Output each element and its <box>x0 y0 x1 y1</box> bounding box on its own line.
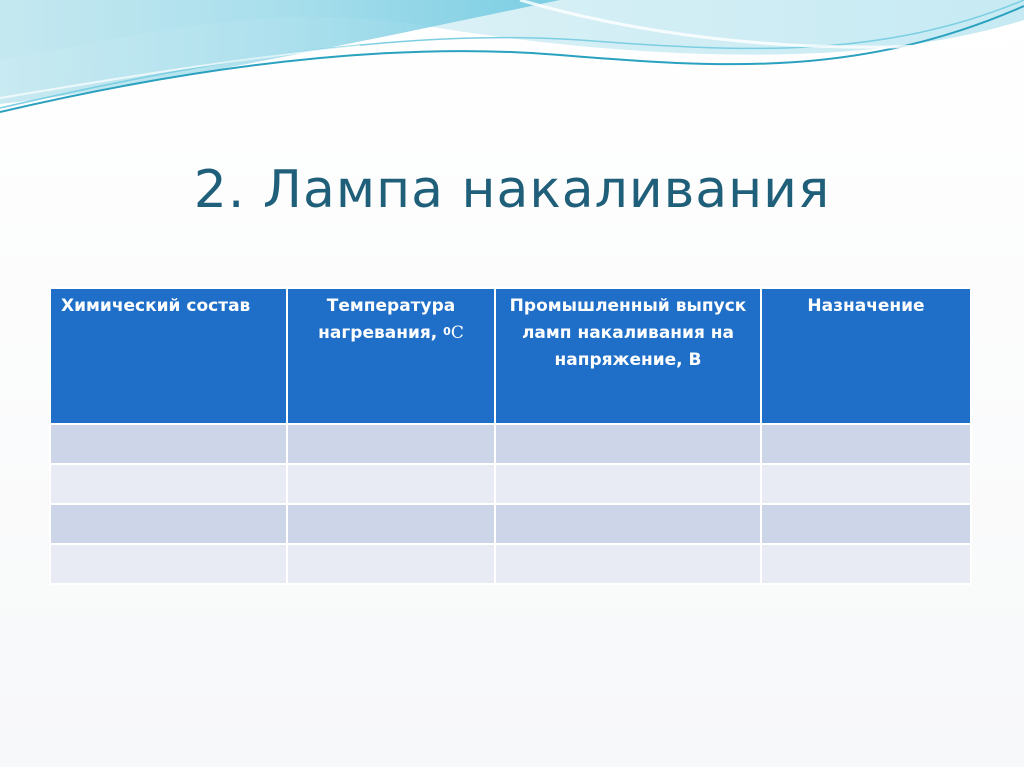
table-row <box>50 504 971 544</box>
table-cell <box>761 504 971 544</box>
table-cell <box>287 424 495 464</box>
table-cell <box>287 464 495 504</box>
table-cell <box>287 544 495 584</box>
table-cell <box>495 504 761 544</box>
header-chemical-composition: Химический состав <box>50 288 287 424</box>
table-cell <box>761 544 971 584</box>
table-cell <box>50 544 287 584</box>
table-cell <box>50 424 287 464</box>
table-cell <box>287 504 495 544</box>
header-heating-temperature <box>287 288 495 424</box>
header-industrial-production: Промышленный выпуск ламп накаливания на напряжение, В <box>495 288 761 424</box>
table-cell <box>50 464 287 504</box>
table-row <box>50 544 971 584</box>
table-cell <box>761 424 971 464</box>
degree-superscript: 0 <box>443 325 451 338</box>
header-heating-temperature-label: Температура нагревания, <box>318 296 456 343</box>
table-cell <box>495 544 761 584</box>
table-row <box>50 424 971 464</box>
data-table <box>49 287 972 585</box>
table-row <box>50 464 971 504</box>
header-purpose: Назначение <box>761 288 971 424</box>
table-cell <box>50 504 287 544</box>
table-cell <box>495 464 761 504</box>
table-cell <box>761 464 971 504</box>
slide-title: 2. Лампа накаливания <box>193 160 831 220</box>
decorative-waves <box>0 0 1024 130</box>
table-cell <box>495 424 761 464</box>
celsius-unit: С <box>450 323 464 343</box>
table-header-row <box>50 288 971 424</box>
